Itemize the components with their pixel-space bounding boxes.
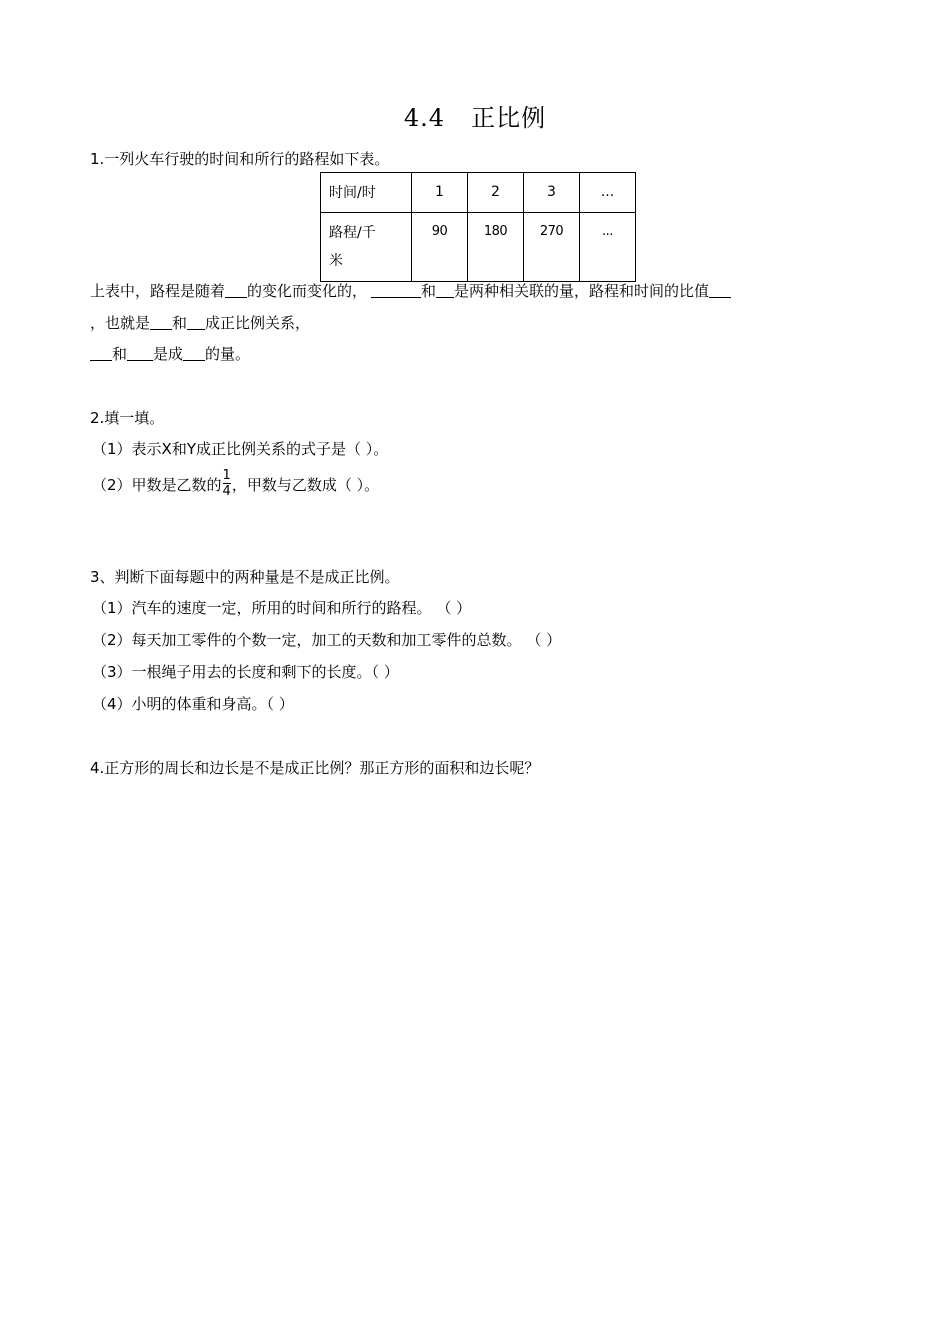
title-text: 正比例 — [471, 104, 547, 132]
table-row — [321, 173, 636, 213]
text-segment: 的变化而变化的， — [247, 282, 368, 300]
q3-item-1: （1）汽车的速度一定，所用的时间和所行的路程。 （ ） — [92, 599, 472, 617]
answer-blank[interactable] — [225, 282, 247, 298]
text-segment: 的量。 — [205, 345, 251, 363]
text-segment: 成正比例关系， — [205, 314, 311, 332]
text-segment: 和 — [421, 282, 437, 300]
table-cell: 270 — [524, 213, 580, 282]
answer-blank[interactable] — [90, 345, 112, 361]
table-cell: 1 — [412, 173, 468, 213]
table-header-time: 时间/时 — [321, 173, 412, 213]
q1-fill-line-3 — [90, 343, 250, 365]
fraction-denominator: 4 — [222, 484, 231, 499]
q1-fill-line-2 — [90, 312, 310, 334]
train-data-table — [320, 172, 636, 282]
distance-label-line2: 米 — [329, 253, 343, 269]
answer-blank[interactable] — [371, 282, 421, 298]
fraction-numerator: 1 — [222, 468, 231, 483]
text-segment: ，甲数与乙数成（ ）。 — [231, 476, 380, 494]
text-segment: 和 — [172, 314, 188, 332]
q2-item-1: （1）表示X和Y成正比例关系的式子是（ ）。 — [92, 440, 389, 458]
answer-blank[interactable] — [187, 314, 205, 330]
table-cell: 3 — [524, 173, 580, 213]
answer-blank[interactable] — [150, 314, 172, 330]
table-cell: ... — [580, 173, 636, 213]
q3-item-3: （3）一根绳子用去的长度和剩下的长度。（ ） — [92, 663, 399, 681]
table-header-distance — [321, 213, 412, 282]
q2-item-2 — [92, 470, 379, 501]
page-title — [0, 98, 950, 133]
q3-prompt: 3、判断下面每题中的两种量是不是成正比例。 — [90, 568, 400, 586]
text-segment: 和 — [112, 345, 128, 363]
q3-item-4: （4）小明的体重和身高。（ ） — [92, 695, 294, 713]
table-cell: ... — [580, 213, 636, 282]
fraction-one-quarter — [223, 468, 231, 499]
answer-blank[interactable] — [436, 282, 454, 298]
q1-prompt: 1.一列火车行驶的时间和所行的路程如下表。 — [90, 150, 390, 168]
answer-blank[interactable] — [127, 345, 153, 361]
text-segment: ，也就是 — [90, 314, 151, 332]
text-segment: 是两种相关联的量，路程和时间的比值 — [454, 282, 710, 300]
table-cell: 180 — [468, 213, 524, 282]
answer-blank[interactable] — [709, 282, 731, 298]
text-segment: 是成 — [153, 345, 184, 363]
distance-label-line1: 路程/千 — [329, 225, 376, 241]
q3-item-2: （2）每天加工零件的个数一定，加工的天数和加工零件的总数。 （ ） — [92, 631, 562, 649]
table-cell: 2 — [468, 173, 524, 213]
text-segment: 上表中，路程是随着 — [90, 282, 226, 300]
answer-blank[interactable] — [183, 345, 205, 361]
q4-prompt: 4.正方形的周长和边长是不是成正比例？那正方形的面积和边长呢？ — [90, 759, 540, 777]
q1-fill-line-1 — [90, 280, 731, 302]
title-number: 4.4 — [403, 104, 446, 132]
q2-prompt: 2.填一填。 — [90, 409, 165, 427]
table-cell: 90 — [412, 213, 468, 282]
text-segment: （2）甲数是乙数的 — [92, 476, 222, 494]
table-row — [321, 213, 636, 282]
